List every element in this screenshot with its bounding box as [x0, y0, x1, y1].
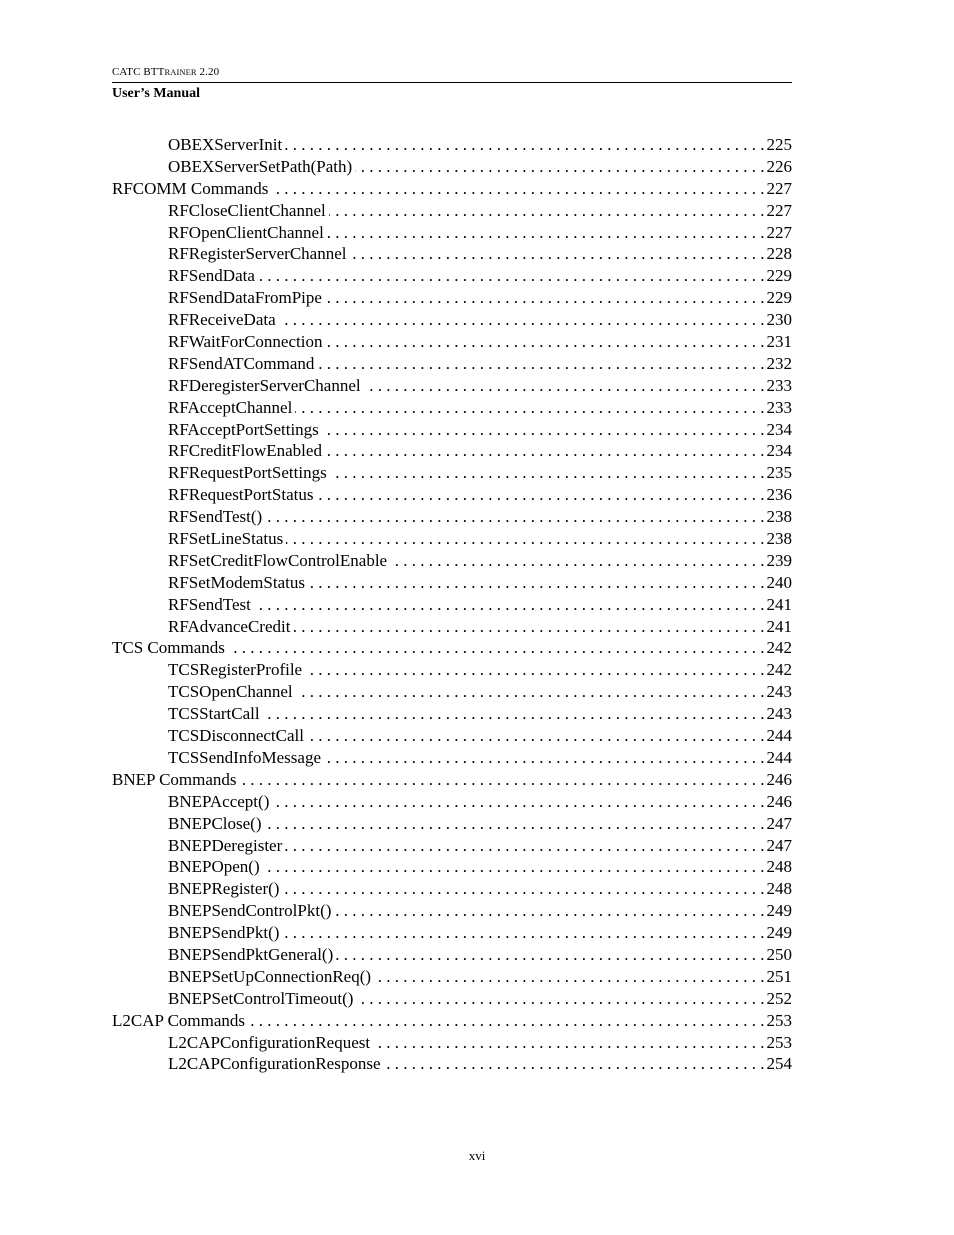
toc-dot-leader [293, 616, 764, 638]
page-number: xvi [468, 1148, 486, 1163]
toc-entry-page: 248 [766, 879, 792, 899]
toc-entry-title: L2CAP Commands [112, 1010, 246, 1030]
toc-entry-title: BNEP Commands [112, 769, 237, 789]
toc-section-entry[interactable] [112, 637, 792, 659]
toc-dot-leader [272, 791, 764, 813]
toc-entry-title: RFReceiveData [168, 310, 276, 330]
toc-entry-page: 235 [766, 463, 792, 483]
toc-entry[interactable] [112, 265, 792, 287]
toc-entry-page: 252 [766, 988, 792, 1008]
toc-entry-title: RFSendData [168, 266, 255, 286]
toc-entry[interactable] [112, 375, 792, 397]
toc-entry[interactable] [112, 878, 792, 900]
toc-entry[interactable] [112, 1053, 792, 1075]
toc-entry-page: 227 [766, 222, 792, 242]
toc-entry[interactable] [112, 484, 792, 506]
toc-entry[interactable] [112, 397, 792, 419]
toc-entry-title: RFSendDataFromPipe [168, 288, 322, 308]
toc-entry[interactable] [112, 419, 792, 441]
toc-entry[interactable] [112, 835, 792, 857]
toc-entry[interactable] [112, 462, 792, 484]
toc-entry-page: 238 [766, 507, 792, 527]
toc-entry-title: RFDeregisterServerChannel [168, 375, 361, 395]
toc-dot-leader [285, 835, 764, 857]
toc-entry-page: 249 [766, 901, 792, 921]
toc-entry-title: L2CAPConfigurationResponse [168, 1054, 381, 1074]
toc-entry-page: 226 [766, 156, 792, 176]
toc-entry-title: RFAdvanceCredit [168, 616, 291, 636]
toc-entry-title: TCSStartCall [168, 704, 260, 724]
toc-entry-title: BNEPRegister() [168, 879, 280, 899]
toc-dot-leader [364, 375, 765, 397]
toc-entry-page: 241 [766, 616, 792, 636]
toc-entry-title: RFAcceptChannel [168, 397, 293, 417]
toc-dot-leader [330, 462, 765, 484]
toc-entry[interactable] [112, 309, 792, 331]
toc-entry-page: 243 [766, 682, 792, 702]
toc-entry-title: OBEXServerInit [168, 135, 283, 154]
toc-entry-title: TCSOpenChannel [168, 682, 293, 702]
toc-entry-title: TCSRegisterProfile [168, 660, 303, 680]
toc-entry[interactable] [112, 222, 792, 244]
toc-dot-leader [295, 397, 764, 419]
toc-entry-title: RFCOMM Commands [112, 178, 269, 198]
toc-entry[interactable] [112, 572, 792, 594]
toc-entry[interactable] [112, 900, 792, 922]
toc-entry[interactable] [112, 681, 792, 703]
toc-dot-leader [228, 637, 765, 659]
toc-dot-leader [248, 1010, 764, 1032]
toc-dot-leader [265, 506, 764, 528]
toc-dot-leader [296, 681, 765, 703]
toc-entry-page: 238 [766, 529, 792, 549]
toc-entry-title: TCS Commands [112, 638, 225, 658]
product-name-smallcaps: RAINER [164, 67, 197, 77]
toc-entry-title: L2CAPConfigurationRequest [168, 1032, 371, 1052]
toc-dot-leader [356, 988, 764, 1010]
toc-entry-page: 239 [766, 550, 792, 570]
toc-dot-leader [316, 484, 764, 506]
toc-dot-leader [282, 922, 764, 944]
toc-entry-page: 253 [766, 1010, 792, 1030]
toc-dot-leader [374, 966, 764, 988]
toc-entry-page: 242 [766, 660, 792, 680]
toc-entry[interactable] [112, 988, 792, 1010]
toc-entry[interactable] [112, 616, 792, 638]
toc-entry-page: 250 [766, 944, 792, 964]
toc-dot-leader [282, 878, 764, 900]
toc-entry[interactable] [112, 287, 792, 309]
toc-entry-page: 247 [766, 813, 792, 833]
toc-entry-title: RFSendTest [168, 594, 251, 614]
running-header [112, 66, 792, 102]
toc-dot-leader [265, 813, 765, 835]
toc-entry-title: RFSendATCommand [168, 353, 315, 373]
toc-entry-page: 246 [766, 769, 792, 789]
toc-entry[interactable] [112, 813, 792, 835]
toc-entry-page: 234 [766, 441, 792, 461]
toc-dot-leader [336, 944, 764, 966]
toc-section-entry[interactable] [112, 1010, 792, 1032]
toc-entry[interactable] [112, 791, 792, 813]
toc-dot-leader [263, 703, 765, 725]
toc-entry-title: TCSDisconnectCall [168, 726, 304, 746]
toc-entry[interactable] [112, 243, 792, 265]
toc-entry-title: BNEPAccept() [168, 791, 270, 811]
toc-entry-page: 248 [766, 857, 792, 877]
toc-entry-title: RFCreditFlowEnabled [168, 441, 322, 461]
toc-entry-page: 244 [766, 726, 792, 746]
toc-entry[interactable] [112, 331, 792, 353]
toc-dot-leader [307, 725, 765, 747]
table-of-contents [112, 134, 792, 1075]
toc-entry-title: RFRequestPortSettings [168, 463, 327, 483]
toc-entry-title: RFSetLineStatus [168, 529, 284, 549]
toc-dot-leader [324, 747, 765, 769]
toc-entry[interactable] [112, 134, 792, 156]
toc-dot-leader [305, 659, 764, 681]
toc-entry[interactable] [112, 659, 792, 681]
toc-entry[interactable] [112, 966, 792, 988]
toc-dot-leader [322, 419, 765, 441]
toc-dot-leader [325, 287, 765, 309]
toc-entry-page: 234 [766, 419, 792, 439]
manual-title: User’s Manual [112, 86, 201, 101]
toc-entry-page: 241 [766, 594, 792, 614]
toc-dot-leader [334, 900, 764, 922]
toc-entry[interactable] [112, 703, 792, 725]
toc-entry-title: BNEPOpen() [168, 857, 260, 877]
toc-entry-page: 225 [766, 135, 792, 154]
toc-entry-title: RFCloseClientChannel [168, 200, 326, 220]
toc-entry-page: 231 [766, 332, 792, 352]
toc-entry-page: 233 [766, 397, 792, 417]
toc-entry-title: BNEPSendPkt() [168, 923, 280, 943]
toc-entry[interactable] [112, 156, 792, 178]
toc-dot-leader [258, 265, 765, 287]
toc-entry-page: 230 [766, 310, 792, 330]
toc-entry[interactable] [112, 1032, 792, 1054]
toc-dot-leader [325, 331, 764, 353]
toc-entry-page: 244 [766, 747, 792, 767]
toc-dot-leader [279, 309, 765, 331]
toc-dot-leader [325, 440, 765, 462]
toc-dot-leader [329, 200, 765, 222]
toc-dot-leader [240, 769, 765, 791]
toc-dot-leader [373, 1032, 764, 1054]
product-name-main: CATC BTT [112, 66, 165, 78]
toc-dot-leader [317, 353, 764, 375]
toc-entry-page: 236 [766, 485, 792, 505]
toc-entry-title: TCSSendInfoMessage [168, 747, 321, 767]
toc-dot-leader [285, 134, 764, 156]
toc-entry[interactable] [112, 506, 792, 528]
toc-entry-page: 233 [766, 375, 792, 395]
toc-entry-page: 229 [766, 288, 792, 308]
toc-entry-title: OBEXServerSetPath(Path) [168, 156, 353, 176]
toc-dot-leader [286, 528, 764, 550]
toc-entry-title: BNEPSetUpConnectionReq() [168, 966, 372, 986]
toc-entry[interactable] [112, 528, 792, 550]
toc-entry-title: RFSetCreditFlowControlEnable [168, 550, 388, 570]
toc-entry-page: 228 [766, 244, 792, 264]
toc-entry-title: BNEPDeregister [168, 835, 283, 855]
toc-section-entry[interactable] [112, 178, 792, 200]
toc-entry-page: 251 [766, 966, 792, 986]
toc-entry-page: 227 [766, 200, 792, 220]
toc-entry-page: 229 [766, 266, 792, 286]
toc-entry[interactable] [112, 747, 792, 769]
toc-entry-title: RFAcceptPortSettings [168, 419, 319, 439]
toc-dot-leader [263, 856, 765, 878]
toc-dot-leader [254, 594, 765, 616]
toc-entry-page: 242 [766, 638, 792, 658]
toc-entry[interactable] [112, 922, 792, 944]
toc-entry[interactable] [112, 725, 792, 747]
header-rule [112, 82, 792, 83]
toc-entry[interactable] [112, 594, 792, 616]
toc-entry-title: RFRequestPortStatus [168, 485, 314, 505]
toc-entry-title: RFSendTest() [168, 507, 263, 527]
toc-entry[interactable] [112, 200, 792, 222]
toc-entry[interactable] [112, 856, 792, 878]
toc-entry-page: 243 [766, 704, 792, 724]
toc-dot-leader [390, 550, 764, 572]
toc-entry-page: 232 [766, 353, 792, 373]
toc-section-entry[interactable] [112, 769, 792, 791]
toc-dot-leader [308, 572, 765, 594]
toc-entry-title: BNEPSendPktGeneral() [168, 944, 334, 964]
toc-entry-page: 249 [766, 923, 792, 943]
toc-entry-page: 254 [766, 1054, 792, 1074]
toc-entry-page: 240 [766, 572, 792, 592]
toc-dot-leader [355, 156, 764, 178]
product-name [112, 66, 792, 79]
toc-dot-leader [271, 178, 764, 200]
toc-entry-title: RFWaitForConnection [168, 332, 323, 352]
toc-entry-page: 253 [766, 1032, 792, 1052]
toc-entry-page: 227 [766, 178, 792, 198]
toc-entry[interactable] [112, 550, 792, 572]
toc-entry-page: 246 [766, 791, 792, 811]
toc-entry[interactable] [112, 353, 792, 375]
product-version: 2.20 [196, 66, 220, 78]
toc-entry-title: RFSetModemStatus [168, 572, 305, 592]
toc-entry[interactable] [112, 944, 792, 966]
toc-dot-leader [327, 222, 765, 244]
toc-entry-page: 247 [766, 835, 792, 855]
toc-entry[interactable] [112, 440, 792, 462]
toc-entry-title: RFOpenClientChannel [168, 222, 324, 242]
toc-dot-leader [384, 1053, 765, 1075]
toc-dot-leader [349, 243, 764, 265]
toc-entry-title: BNEPSetControlTimeout() [168, 988, 354, 1008]
toc-entry-title: BNEPSendControlPkt() [168, 901, 332, 921]
toc-entry-title: BNEPClose() [168, 813, 262, 833]
toc-entry-title: RFRegisterServerChannel [168, 244, 347, 264]
